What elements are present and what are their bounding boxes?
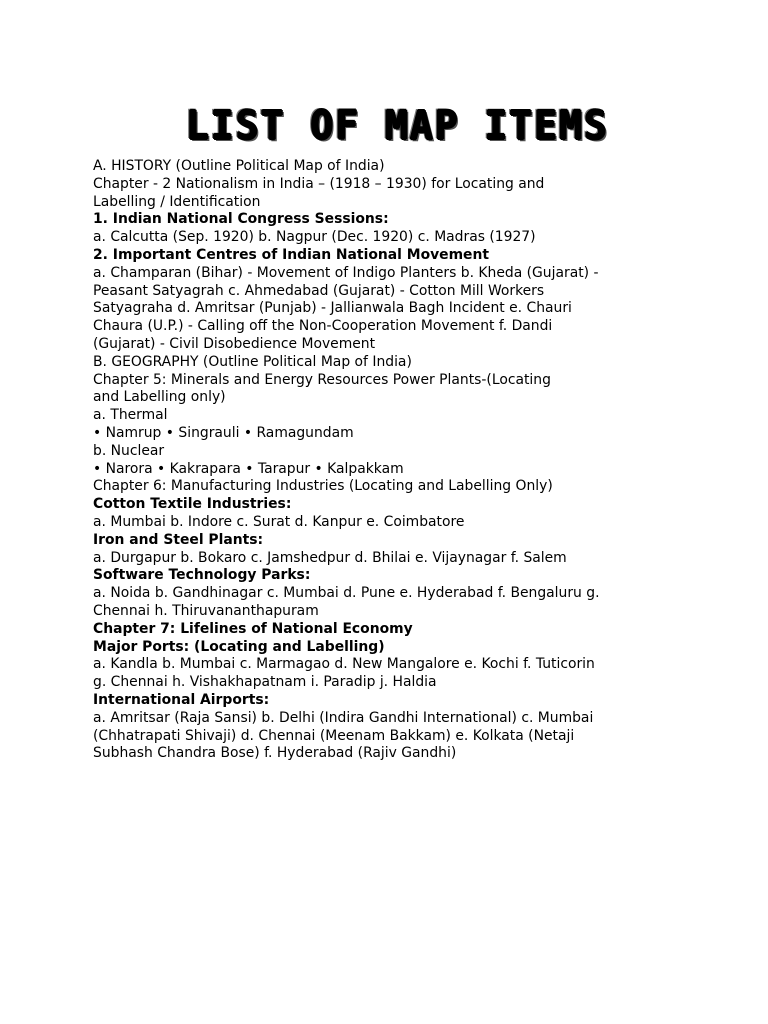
text-line: Chennai h. Thiruvananthapuram (93, 602, 319, 619)
text-line: Subhash Chandra Bose) f. Hyderabad (Rajiv Gandhi) (93, 745, 457, 762)
document-body (93, 158, 685, 763)
text-line: Labelling / Identification (93, 193, 261, 210)
text-line: Chaura (U.P.) - Calling off the Non-Cooperation Movement f. Dandi (93, 318, 553, 335)
title-block (186, 96, 609, 152)
section-heading: 1. Indian National Congress Sessions: (93, 211, 389, 228)
text-line: A. HISTORY (Outline Political Map of India) (93, 158, 385, 174)
text-line: Chapter 5: Minerals and Energy Resources Power Plants-(Locating (93, 371, 551, 388)
text-line: Peasant Satyagrah c. Ahmedabad (Gujarat) - Cotton Mill Workers (93, 282, 545, 299)
text-line: a. Kandla b. Mumbai c. Marmagao d. New Mangalore e. Kochi f. Tuticorin (93, 656, 595, 673)
text-line: a. Amritsar (Raja Sansi) b. Delhi (Indira Gandhi International) c. Mumbai (93, 709, 594, 726)
text-line: a. Noida b. Gandhinagar c. Mumbai d. Pune e. Hyderabad f. Bengaluru g. (93, 585, 600, 602)
text-line: (Chhatrapati Shivaji) d. Chennai (Meenam Bakkam) e. Kolkata (Netaji (93, 727, 575, 744)
section-heading: International Airports: (93, 691, 270, 708)
text-line: Chapter - 2 Nationalism in India – (1918 – 1930) for Locating and (93, 175, 545, 192)
section-heading: Chapter 7: Lifelines of National Economy (93, 620, 413, 637)
text-line: b. Nuclear (93, 442, 165, 459)
section-heading: Major Ports: (Locating and Labelling) (93, 638, 385, 655)
text-line: Chapter 6: Manufacturing Industries (Locating and Labelling Only) (93, 478, 553, 495)
text-line: (Gujarat) - Civil Disobedience Movement (93, 335, 376, 352)
text-line: B. GEOGRAPHY (Outline Political Map of India) (93, 353, 412, 370)
text-line: g. Chennai h. Vishakhapatnam i. Paradip j. Haldia (93, 674, 437, 691)
text-line: • Namrup • Singrauli • Ramagundam (93, 424, 354, 441)
page-title: LIST OF MAP ITEMS (186, 102, 609, 149)
section-heading: Iron and Steel Plants: (93, 531, 264, 548)
section-heading: 2. Important Centres of Indian National Movement (93, 246, 490, 263)
text-line: a. Mumbai b. Indore c. Surat d. Kanpur e. Coimbatore (93, 513, 465, 530)
text-line: a. Champaran (Bihar) - Movement of Indigo Planters b. Kheda (Gujarat) - (93, 264, 599, 281)
section-heading: Software Technology Parks: (93, 567, 311, 584)
section-heading: Cotton Textile Industries: (93, 496, 292, 513)
text-line: • Narora • Kakrapara • Tarapur • Kalpakkam (93, 460, 404, 477)
text-line: a. Thermal (93, 407, 168, 424)
text-line: a. Durgapur b. Bokaro c. Jamshedpur d. Bhilai e. Vijaynagar f. Salem (93, 549, 567, 566)
text-line: and Labelling only) (93, 389, 226, 406)
text-line: a. Calcutta (Sep. 1920) b. Nagpur (Dec. 1920) c. Madras (1927) (93, 229, 536, 246)
text-line: Satyagraha d. Amritsar (Punjab) - Jallianwala Bagh Incident e. Chauri (93, 300, 572, 317)
